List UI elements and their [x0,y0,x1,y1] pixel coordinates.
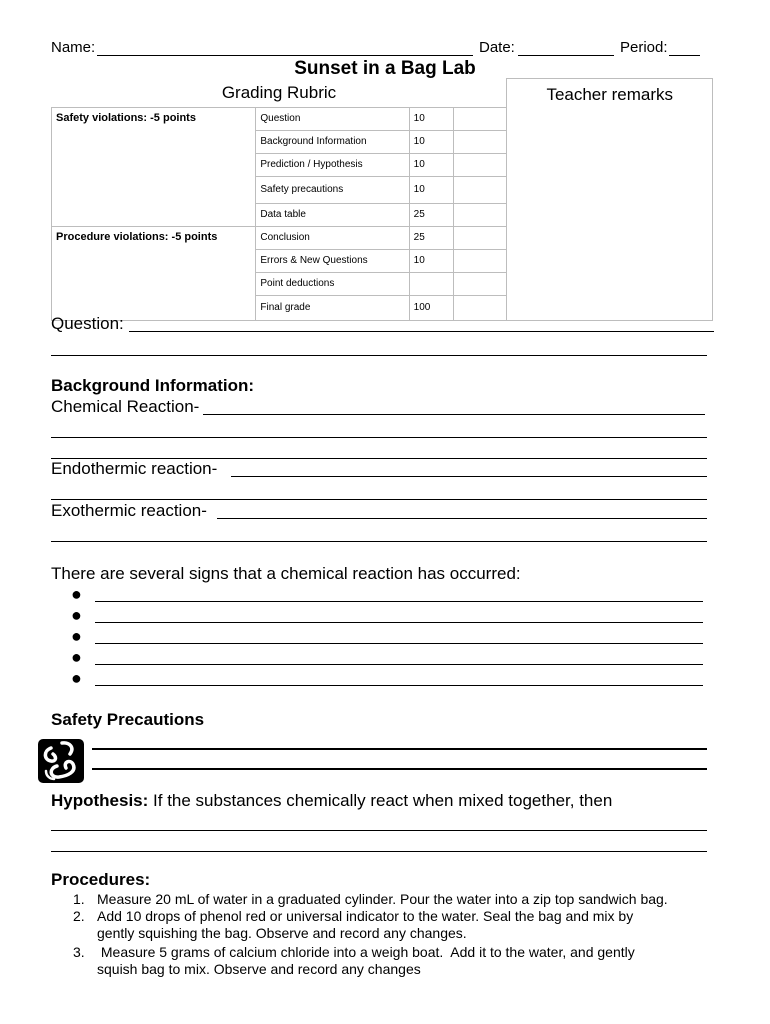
name-field[interactable] [97,55,473,56]
procedure-step [73,908,733,942]
rubric-row-points [409,272,454,295]
rubric-row-label: Background Information [256,130,409,153]
name-label: Name: [51,39,96,56]
endothermic-line[interactable] [231,476,707,477]
sign-answer-line[interactable] [95,643,703,644]
sign-answer-line[interactable] [95,685,703,686]
procedure-step [73,891,733,908]
hypothesis-answer-line[interactable] [51,851,707,852]
rubric-row-points: 100 [409,295,454,320]
procedure-step-number: 3. [73,944,85,960]
exothermic-line[interactable] [51,541,707,542]
procedure-violations-cell: Procedure violations: -5 points [52,226,256,320]
period-field[interactable] [669,55,700,56]
procedure-step-number: 2. [73,908,85,924]
signs-intro: There are several signs that a chemical reaction has occurred: [51,564,521,583]
procedure-step-text: Add 10 drops of phenol red or universal indicator to the water. Seal the bag and mix by [97,908,634,924]
hypothesis-label: Hypothesis: [51,791,149,810]
bullet-icon: ● [71,668,82,688]
procedure-step-number: 1. [73,891,85,907]
chemical-reaction-label: Chemical Reaction- [51,397,200,416]
sign-answer-line[interactable] [95,622,703,623]
rubric-row-label: Point deductions [256,272,409,295]
rubric-row-score[interactable] [454,153,507,176]
rubric-row-label: Data table [256,203,409,226]
rubric-row-label: Safety precautions [256,176,409,203]
procedures-heading: Procedures: [51,870,151,889]
procedure-step [73,944,733,978]
date-field[interactable] [518,55,614,56]
safety-answer-line[interactable] [92,768,707,770]
rubric-row-label: Question [256,107,409,130]
rubric-row-points: 10 [409,176,454,203]
date-label: Date: [479,39,515,56]
bullet-icon: ● [71,605,82,625]
procedure-step-text: squish bag to mix. Observe and record any changes [97,961,421,977]
goggles-icon [37,738,85,784]
rubric-row-points: 10 [409,130,454,153]
safety-answer-line[interactable] [92,748,707,750]
rubric-row-score[interactable] [454,249,507,272]
chemical-reaction-line[interactable] [203,414,705,415]
bullet-icon: ● [71,647,82,667]
hypothesis-answer-line[interactable] [51,830,707,831]
rubric-row-points: 25 [409,226,454,249]
safety-heading: Safety Precautions [51,710,205,729]
rubric-row-score[interactable] [454,130,507,153]
hypothesis-line [51,791,612,811]
rubric-row-points: 10 [409,249,454,272]
hypothesis-text: If the substances chemically react when mixed together, then [153,791,613,810]
question-label: Question: [51,314,124,333]
rubric-row-label: Final grade [256,295,409,320]
rubric-row-score[interactable] [454,226,507,249]
rubric-heading: Grading Rubric [52,79,507,108]
chemical-reaction-line[interactable] [51,437,707,438]
procedure-step-text: Measure 5 grams of calcium chloride into a weigh boat. Add it to the water, and gently [97,944,635,960]
exothermic-label: Exothermic reaction- [51,501,207,520]
background-heading: Background Information: [51,376,255,395]
endothermic-label: Endothermic reaction- [51,459,221,479]
grading-rubric-table [51,78,713,321]
question-answer-line[interactable] [129,331,714,332]
rubric-row-score[interactable] [454,295,507,320]
safety-violations-cell: Safety violations: -5 points [52,107,256,226]
page-title: Sunset in a Bag Lab [294,58,476,79]
question-answer-line[interactable] [51,355,707,356]
rubric-row-score[interactable] [454,107,507,130]
teacher-remarks-heading: Teacher remarks [507,79,713,321]
sign-answer-line[interactable] [95,664,703,665]
bullet-icon: ● [71,584,82,604]
exothermic-line[interactable] [217,518,707,519]
rubric-row-points: 25 [409,203,454,226]
rubric-row-score[interactable] [454,176,507,203]
endothermic-line[interactable] [51,499,707,500]
rubric-row-label: Conclusion [256,226,409,249]
rubric-row-score[interactable] [454,272,507,295]
bullet-icon: ● [71,626,82,646]
sign-answer-line[interactable] [95,601,703,602]
rubric-row-points: 10 [409,107,454,130]
period-label: Period: [620,39,668,56]
procedure-step-text: gently squishing the bag. Observe and record any changes. [97,925,467,941]
rubric-row-points: 10 [409,153,454,176]
rubric-row-label: Prediction / Hypothesis [256,153,409,176]
rubric-row-label: Errors & New Questions [256,249,409,272]
rubric-row-score[interactable] [454,203,507,226]
procedure-step-text: Measure 20 mL of water in a graduated cylinder. Pour the water into a zip top sandwich bag. [97,891,668,907]
